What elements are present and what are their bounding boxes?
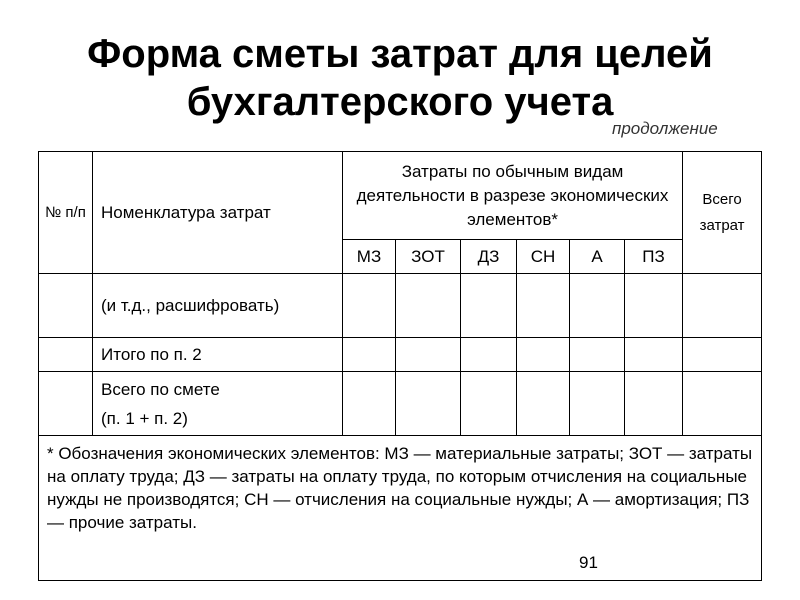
element-sn: СН [517,240,570,274]
footnote-text: * Обозначения экономических элементов: МЗ — материальные затраты; ЗОТ — затраты на оплату труда; ДЗ — затраты на оплату труда, по которым отчисления на социальные нужды не производятся; СН — отчисления на социальные нужды; А — амортизация; ПЗ — прочие затраты. [47,444,753,532]
row-label-line-1: Всего по смете [101,379,220,399]
header-nomenclature: Номенклатура затрат [93,152,343,274]
cost-estimate-table [38,151,762,581]
element-zot: ЗОТ [396,240,461,274]
continuation-label: продолжение [612,119,718,138]
row-label [93,372,343,436]
row-label: (и т.д., расшифровать) [93,274,343,338]
row-number [39,338,93,372]
element-mz: МЗ [343,240,396,274]
page-number: 91 [579,553,598,572]
table-row [39,274,762,338]
footnote [39,436,762,581]
header-total: Всего затрат [683,152,762,274]
title-line-1: Форма сметы затрат для целей [87,32,713,76]
element-a: А [570,240,625,274]
table-row [39,338,762,372]
row-number [39,274,93,338]
header-number: № п/п [39,152,93,274]
row-number [39,372,93,436]
header-costs-group: Затраты по обычным видам деятельности в разрезе экономических элементов* [343,152,683,240]
element-pz: ПЗ [625,240,683,274]
row-label: Итого по п. 2 [93,338,343,372]
element-dz: ДЗ [461,240,517,274]
table-row [39,372,762,436]
row-label-line-2: (п. 1 + п. 2) [101,408,188,428]
title-line-2: бухгалтерского учета [186,80,614,124]
page-title [0,30,800,126]
